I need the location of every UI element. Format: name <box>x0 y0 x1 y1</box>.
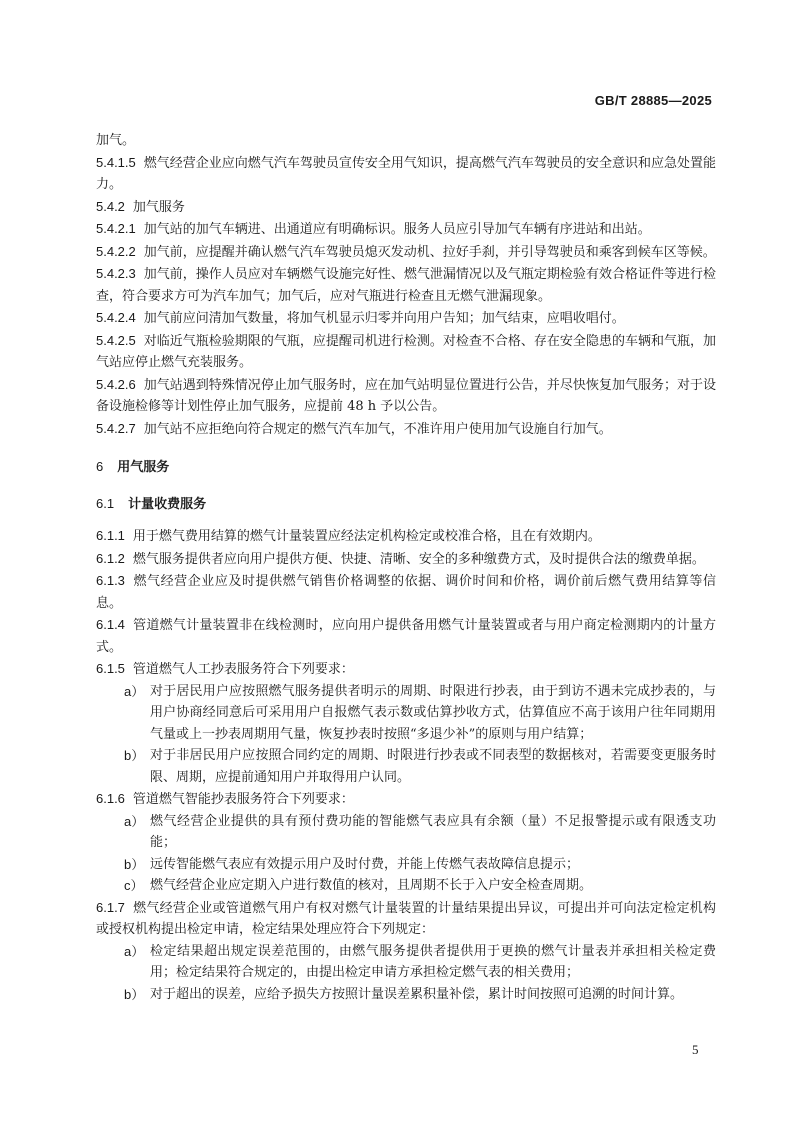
section-6-heading <box>96 456 716 479</box>
clause-number: 6.1.6 <box>96 791 125 806</box>
clause-text: 加气站不应拒绝向符合规定的燃气汽车加气，不准许用户使用加气设施自行加气。 <box>143 421 612 437</box>
clause-5-4-2-6 <box>96 374 716 418</box>
clause-text: 管道燃气人工抄表服务符合下列要求： <box>132 662 354 677</box>
list-item-6-1-7-b <box>124 984 716 1006</box>
clause-number: 5.4.2.6 <box>96 376 136 392</box>
list-item-6-1-6-a <box>124 811 716 854</box>
section-number: 6 <box>96 459 104 474</box>
clause-number: 5.4.1.5 <box>96 154 136 170</box>
list-marker: c） <box>124 878 144 893</box>
clause-text: 用于燃气费用结算的燃气计量装置应经法定机构检定或校准合格，且在有效期内。 <box>132 529 601 544</box>
clause-5-4-2-3 <box>96 263 716 307</box>
clause-5-4-2-7 <box>96 418 716 441</box>
clause-6-1-4 <box>96 614 716 658</box>
list-item-text: 对于超出的误差，应给予损失方按照计量误差累积量补偿，累计时间按照可追溯的时间计算。 <box>150 986 684 1002</box>
list-marker: a） <box>124 813 145 829</box>
page-number: 5 <box>692 1042 699 1057</box>
clause-number: 6.1.7 <box>96 899 125 915</box>
clause-number: 5.4.2.3 <box>96 266 136 281</box>
list-item-text: 对于居民用户应按照燃气服务提供者明示的周期、时限进行抄表，由于到访不遇未完成抄表的，与用户协商经同意后可采用用户自报燃气表示数或估算抄收方式，估算值应不高于该用户往年同期用气量或上一抄表周期用气量，恢复抄表时按照“多退少补”的原则与用户结算； <box>150 683 716 742</box>
list-item-6-1-6-b <box>124 854 716 876</box>
list-item-text: 燃气经营企业应定期入户进行数值的核对，且周期不长于入户安全检查周期。 <box>150 878 593 893</box>
clause-5-4-2-1 <box>96 218 716 241</box>
clause-number: 5.4.2.5 <box>96 332 136 348</box>
list-item-6-1-5-b <box>124 745 716 788</box>
clause-text: 燃气经营企业或管道燃气用户有权对燃气计量装置的计量结果提出异议，可提出并可向法定检定机构或授权机构提出检定申请，检定结果处理应符合下列规定： <box>96 900 716 937</box>
clause-number: 5.4.2.2 <box>96 243 136 259</box>
clause-5-4-1-5 <box>96 152 716 196</box>
clause-number: 5.4.2.7 <box>96 420 136 436</box>
clause-text: 加气前应问清加气数量，将加气机显示归零并向用户告知；加气结束，应唱收唱付。 <box>143 311 625 326</box>
clause-6-1-5 <box>96 658 716 681</box>
list-item-text: 对于非居民用户应按照合同约定的周期、时限进行抄表或不同表型的数据核对，若需要变更服务时限、周期，应提前通知用户并取得用户认同。 <box>150 748 716 785</box>
clause-text: 燃气经营企业应及时提供燃气销售价格调整的依据、调价时间和价格，调价前后燃气费用结算等信息。 <box>96 574 716 611</box>
clause-number: 6.1.3 <box>96 573 125 588</box>
section-title: 用气服务 <box>117 460 170 475</box>
clause-number: 5.4.2.1 <box>96 221 136 236</box>
paragraph-continuation: 加气。 <box>96 133 136 148</box>
list-marker: b） <box>124 986 145 1002</box>
clause-text: 燃气服务提供者应向用户提供方便、快捷、清晰、安全的多种缴费方式，及时提供合法的缴费单据。 <box>132 551 705 567</box>
clause-6-1-2 <box>96 548 716 571</box>
clause-number: 5.4.2 <box>96 198 125 214</box>
clause-6-1-1 <box>96 525 716 548</box>
clause-text: 加气站遇到特殊情况停止加气服务时，应在加气站明显位置进行公告，并尽快恢复加气服务；对于设备设施检修等计划性停止加气服务，应提前 48 h 予以公告。 <box>96 377 716 414</box>
list-item-text: 燃气经营企业提供的具有预付费功能的智能燃气表应具有余额（量）不足报警提示或有限透支功能； <box>150 813 716 850</box>
list-item-6-1-7-a <box>124 941 716 984</box>
clause-6-1-3 <box>96 570 716 614</box>
list-item-6-1-5-a <box>124 681 716 746</box>
document-body <box>96 130 716 1005</box>
clause-number: 6.1.1 <box>96 528 125 543</box>
clause-text: 加气站的加气车辆进、出通道应有明确标识。服务人员应引导加气车辆有序进站和出站。 <box>143 222 651 237</box>
clause-6-1-6 <box>96 788 716 811</box>
clause-5-4-2-5 <box>96 330 716 374</box>
clause-text: 燃气经营企业应向燃气汽车驾驶员宣传安全用气知识，提高燃气汽车驾驶员的安全意识和应急处置能力。 <box>96 155 716 192</box>
list-item-text: 检定结果超出规定误差范围的，由燃气服务提供者提供用于更换的燃气计量表并承担相关检定费用；检定结果符合规定的，由提出检定申请方承担检定燃气表的相关费用； <box>150 943 716 980</box>
list-marker: a） <box>124 943 145 959</box>
section-6-1-heading <box>96 493 716 516</box>
list-marker: b） <box>124 856 145 872</box>
clause-text: 管道燃气智能抄表服务符合下列要求： <box>132 792 354 807</box>
clause-text: 对临近气瓶检验期限的气瓶，应提醒司机进行检测。对检查不合格、存在安全隐患的车辆和气瓶，加气站应停止燃气充装服务。 <box>96 333 716 370</box>
clause-6-1-7 <box>96 897 716 941</box>
standard-number: GB/T 28885—2025 <box>594 93 712 108</box>
clause-5-4-2-heading <box>96 196 716 219</box>
clause-text: 加气前，操作人员应对车辆燃气设施完好性、燃气泄漏情况以及气瓶定期检验有效合格证件等进行检查，符合要求方可为汽车加气；加气后，应对气瓶进行检查且无燃气泄漏现象。 <box>96 267 716 304</box>
clause-title: 加气服务 <box>132 199 185 215</box>
clause-5-4-2-4 <box>96 307 716 330</box>
clause-text: 管道燃气计量装置非在线检测时，应向用户提供备用燃气计量装置或者与用户商定检测期内的计量方式。 <box>96 618 716 655</box>
clause-number: 5.4.2.4 <box>96 310 136 325</box>
list-item-text: 远传智能燃气表应有效提示用户及时付费，并能上传燃气表故障信息提示； <box>150 856 580 872</box>
list-item-6-1-6-c <box>124 875 716 897</box>
clause-number: 6.1.5 <box>96 661 125 676</box>
section-title: 计量收费服务 <box>128 496 207 512</box>
clause-number: 6.1.2 <box>96 550 125 566</box>
section-number: 6.1 <box>96 495 115 511</box>
clause-5-4-2-2 <box>96 241 716 264</box>
clause-number: 6.1.4 <box>96 617 125 632</box>
list-marker: a） <box>124 683 145 699</box>
list-marker: b） <box>124 748 145 763</box>
clause-text: 加气前，应提醒并确认燃气汽车驾驶员熄灭发动机、拉好手刹，并引导驾驶员和乘客到候车区等候。 <box>143 244 716 260</box>
